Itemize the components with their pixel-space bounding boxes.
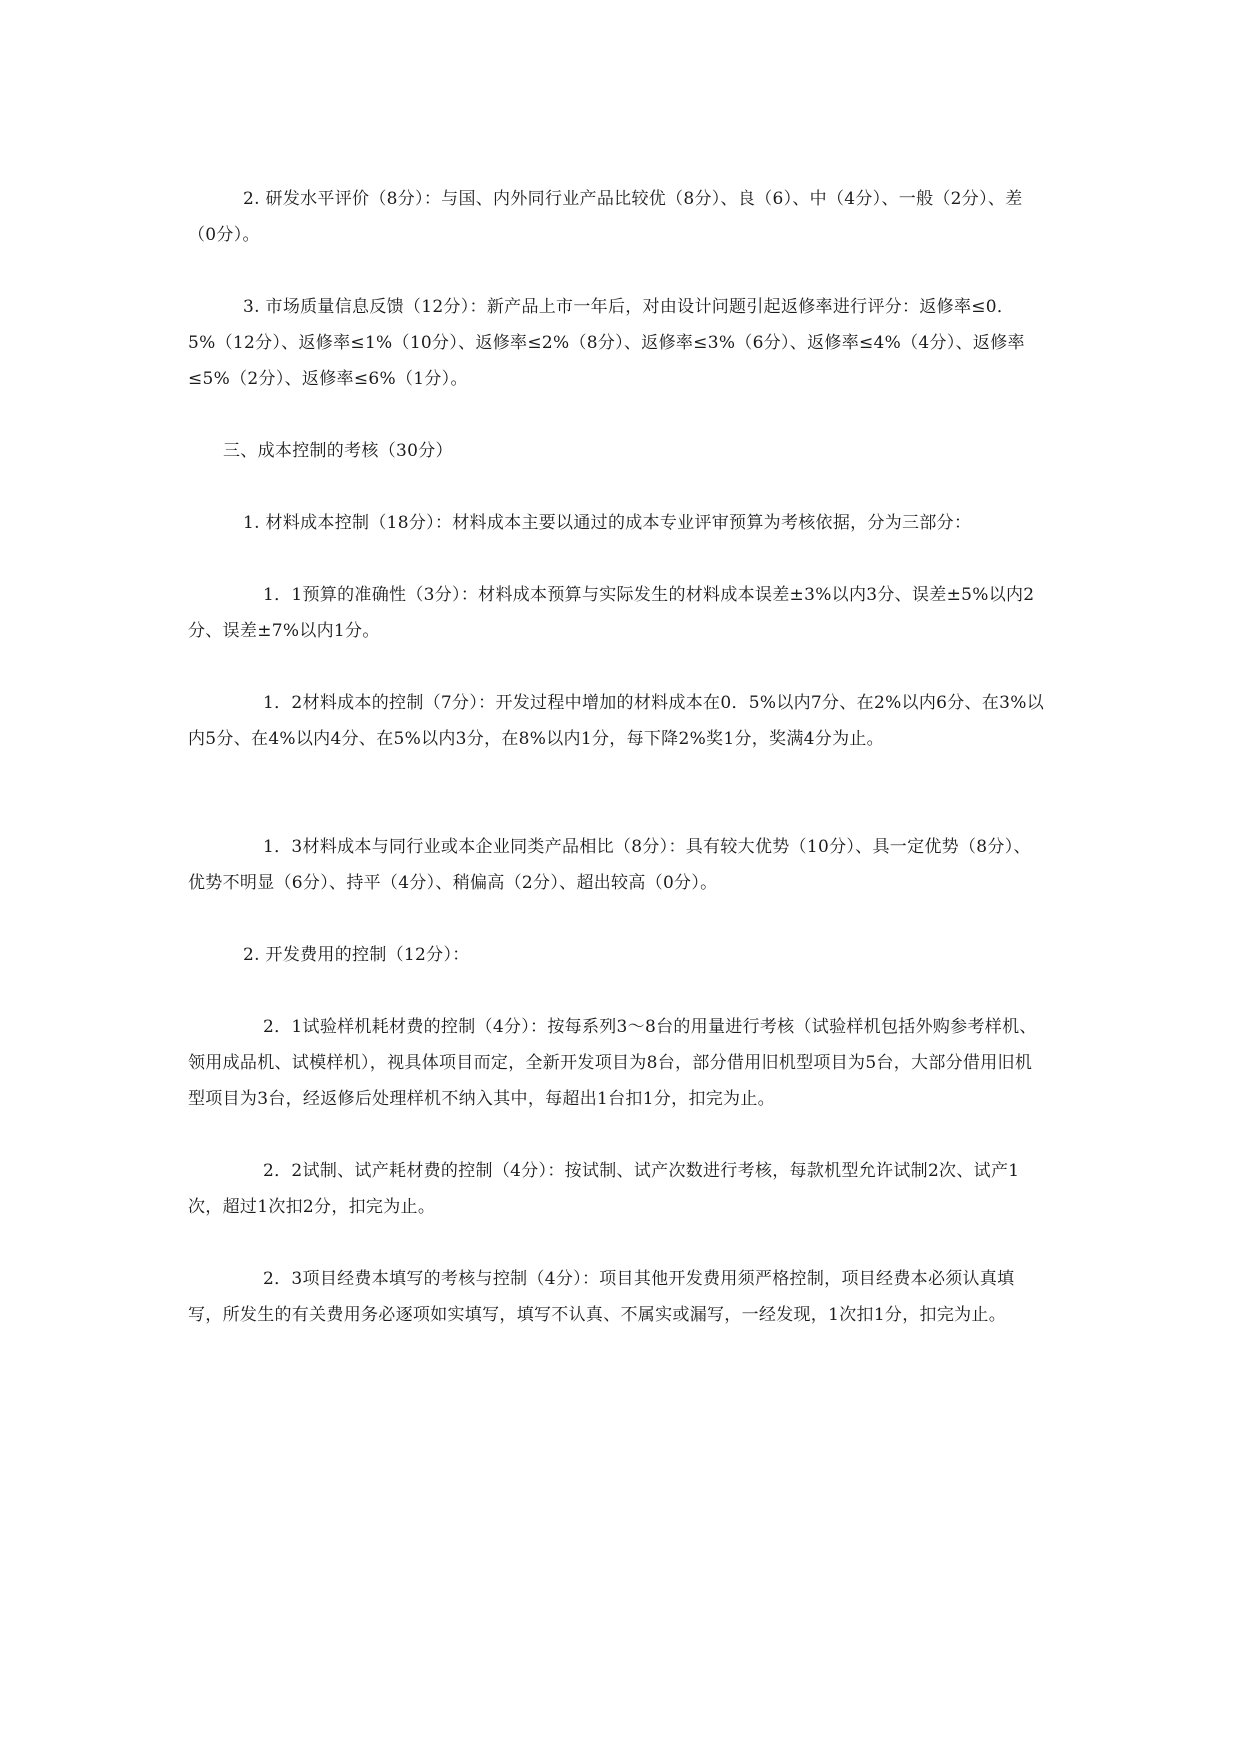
paragraph-project-expense-book: 2．3项目经费本填写的考核与控制（4分）：项目其他开发费用须严格控制，项目经费本必须认真填写，所发生的有关费用务必逐项如实填写，填写不认真、不属实或漏写，一经发现，1次扣1分，扣完为止。 xyxy=(188,1269,1015,1325)
section-heading-cost-control: 三、成本控制的考核（30分） xyxy=(223,441,453,461)
paragraph-rd-level-evaluation: 2. 研发水平评价（8分）：与国、内外同行业产品比较优（8分）、良（6）、中（4分）、一般（2分）、差（0分）。 xyxy=(188,189,1023,245)
paragraph-sample-consumables: 2．1试验样机耗材费的控制（4分）：按每系列3～8台的用量进行考核（试验样机包括外购参考样机、领用成品机、试模样机），视具体项目而定，全新开发项目为8台，部分借用旧机型项目为5台，大部分借用旧机型项目为3台，经返修后处理样机不纳入其中，每超出1台扣1分，扣完为止。 xyxy=(188,1017,1037,1109)
paragraph-material-cost-comparison: 1．3材料成本与同行业或本企业同类产品相比（8分）：具有较大优势（10分）、具一定优势（8分）、优势不明显（6分）、持平（4分）、稍偏高（2分）、超出较高（0分）。 xyxy=(188,837,1031,893)
paragraph-trial-consumables: 2．2试制、试产耗材费的控制（4分）：按试制、试产次数进行考核，每款机型允许试制2次、试产1次，超过1次扣2分，扣完为止。 xyxy=(188,1161,1020,1217)
paragraph-budget-accuracy: 1．1预算的准确性（3分）：材料成本预算与实际发生的材料成本误差±3%以内3分、误差±5%以内2分、误差±7%以内1分。 xyxy=(188,585,1035,641)
paragraph-material-cost-control: 1. 材料成本控制（18分）：材料成本主要以通过的成本专业评审预算为考核依据，分为三部分： xyxy=(243,513,972,533)
paragraph-market-quality-feedback: 3. 市场质量信息反馈（12分）：新产品上市一年后，对由设计问题引起返修率进行评分：返修率≤0．5%（12分）、返修率≤1%（10分）、返修率≤2%（8分）、返修率≤3%（6分）、返修率≤4%（4分）、返修率≤5%（2分）、返修率≤6%（1分）。 xyxy=(188,297,1025,389)
paragraph-material-cost-limit: 1．2材料成本的控制（7分）：开发过程中增加的材料成本在0．5%以内7分、在2%以内6分、在3%以内5分、在4%以内4分、在5%以内3分，在8%以内1分，每下降2%奖1分，奖满4分为止。 xyxy=(188,693,1045,749)
paragraph-dev-expense-control: 2. 开发费用的控制（12分）： xyxy=(243,945,470,965)
